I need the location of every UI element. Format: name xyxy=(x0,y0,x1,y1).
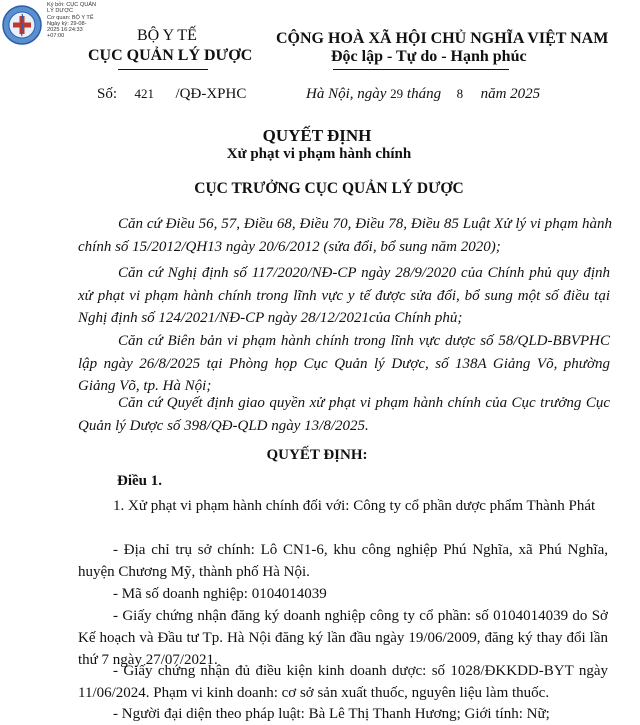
document-title: QUYẾT ĐỊNH xyxy=(262,126,372,145)
month-label: tháng xyxy=(406,86,442,102)
country-name: CỘNG HOÀ XÃ HỘI CHỦ NGHĨA VIỆT NAM xyxy=(276,30,609,47)
national-motto: Độc lập - Tự do - Hạnh phúc xyxy=(331,48,527,65)
date-year: năm 2025 xyxy=(480,86,541,102)
ministry-name: BỘ Y TẾ xyxy=(137,27,197,44)
document-subtitle: Xử phạt vi phạm hành chính xyxy=(226,146,412,162)
preamble-paragraph: Căn cứ Điều 56, 57, Điều 68, Điều 70, Điều 78, Điều 85 Luật Xử lý vi phạm hành chính số 15/2012/QH13 ngày 20/6/2012 (sửa đổi, bổ sung năm 2020); xyxy=(78,216,612,255)
preamble-paragraph: Căn cứ Biên bản vi phạm hành chính trong lĩnh vực dược số 58/QLD-BBVPHC lập ngày 26/8/2025 tại Phòng họp Cục Quản lý Dược, số 138A Giảng Võ, phường Giảng Võ, tp. Hà Nội; xyxy=(78,333,610,394)
place-date xyxy=(306,86,540,103)
place-date-prefix: Hà Nội, ngày xyxy=(306,86,387,102)
number-value: 421 xyxy=(134,86,155,101)
decision-heading: QUYẾT ĐỊNH: xyxy=(266,447,368,463)
article-1-paragraph: - Giấy chứng nhận đủ điều kiện kinh doanh dược: số 1028/ĐKKDD-BYT ngày 11/06/2024. Phạm vi kinh doanh: cơ sở sản xuất thuốc, nguyên liệu làm thuốc. xyxy=(78,663,608,701)
article-1-paragraph: - Người đại diện theo pháp luật: Bà Lê Thị Thanh Hương; Giới tính: Nữ; xyxy=(113,706,550,722)
date-month: 8 xyxy=(456,86,464,101)
signature-line: +07:00 xyxy=(47,33,65,40)
agency-seal-icon xyxy=(2,5,42,45)
article-1-heading: Điều 1. xyxy=(117,473,162,489)
signature-line: Ký bởi: CỤC QUẢN xyxy=(47,2,97,8)
issuer-title: CỤC TRƯỞNG CỤC QUẢN LÝ DƯỢC xyxy=(194,180,464,197)
article-1-paragraph: - Mã số doanh nghiệp: 0104014039 xyxy=(113,586,327,602)
article-1-paragraph: - Địa chỉ trụ sở chính: Lô CN1-6, khu công nghiệp Phú Nghĩa, xã Phú Nghĩa, huyện Chương Mỹ, thành phố Hà Nội. xyxy=(78,542,608,580)
number-suffix: /QĐ-XPHC xyxy=(175,86,247,102)
signature-line: Ngày ký: 29-08- xyxy=(47,20,87,27)
date-day: 29 xyxy=(390,86,404,101)
digital-signature-info xyxy=(47,2,96,40)
article-1-paragraph: - Giấy chứng nhận đăng ký doanh nghiệp công ty cổ phần: số 0104014039 do Sở Kế hoạch và Đầu tư Tp. Hà Nội đăng ký lần đầu ngày 19/06/2009, đăng ký thay đổi lần thứ 7 ngày 27/07/2021. xyxy=(78,608,608,668)
signature-line: Cơ quan: BỘ Y TẾ xyxy=(47,14,94,21)
article-1-paragraph: 1. Xử phạt vi phạm hành chính đối với: Công ty cổ phần dược phẩm Thành Phát xyxy=(113,498,596,514)
signature-line: 2025 16:24:33 xyxy=(47,27,83,34)
motto-underline xyxy=(333,69,509,70)
preamble-paragraph: Căn cứ Quyết định giao quyền xử phạt vi phạm hành chính của Cục trưởng Cục Quản lý Dược số 398/QĐ-QLD ngày 13/8/2025. xyxy=(78,395,610,434)
number-label: Số: xyxy=(97,86,118,102)
signature-line: LÝ DƯỢC xyxy=(47,8,74,15)
agency-underline xyxy=(118,69,208,70)
preamble-paragraph: Căn cứ Nghị định số 117/2020/NĐ-CP ngày 28/9/2020 của Chính phủ quy định xử phạt vi phạm hành chính trong lĩnh vực y tế được sửa đổi, bổ sung một số điều tại Nghị định số 124/2021/NĐ-CP ngày 28/12/2021của Chính phủ; xyxy=(78,265,610,326)
agency-name: CỤC QUẢN LÝ DƯỢC xyxy=(88,47,253,64)
decision-number xyxy=(97,86,246,103)
